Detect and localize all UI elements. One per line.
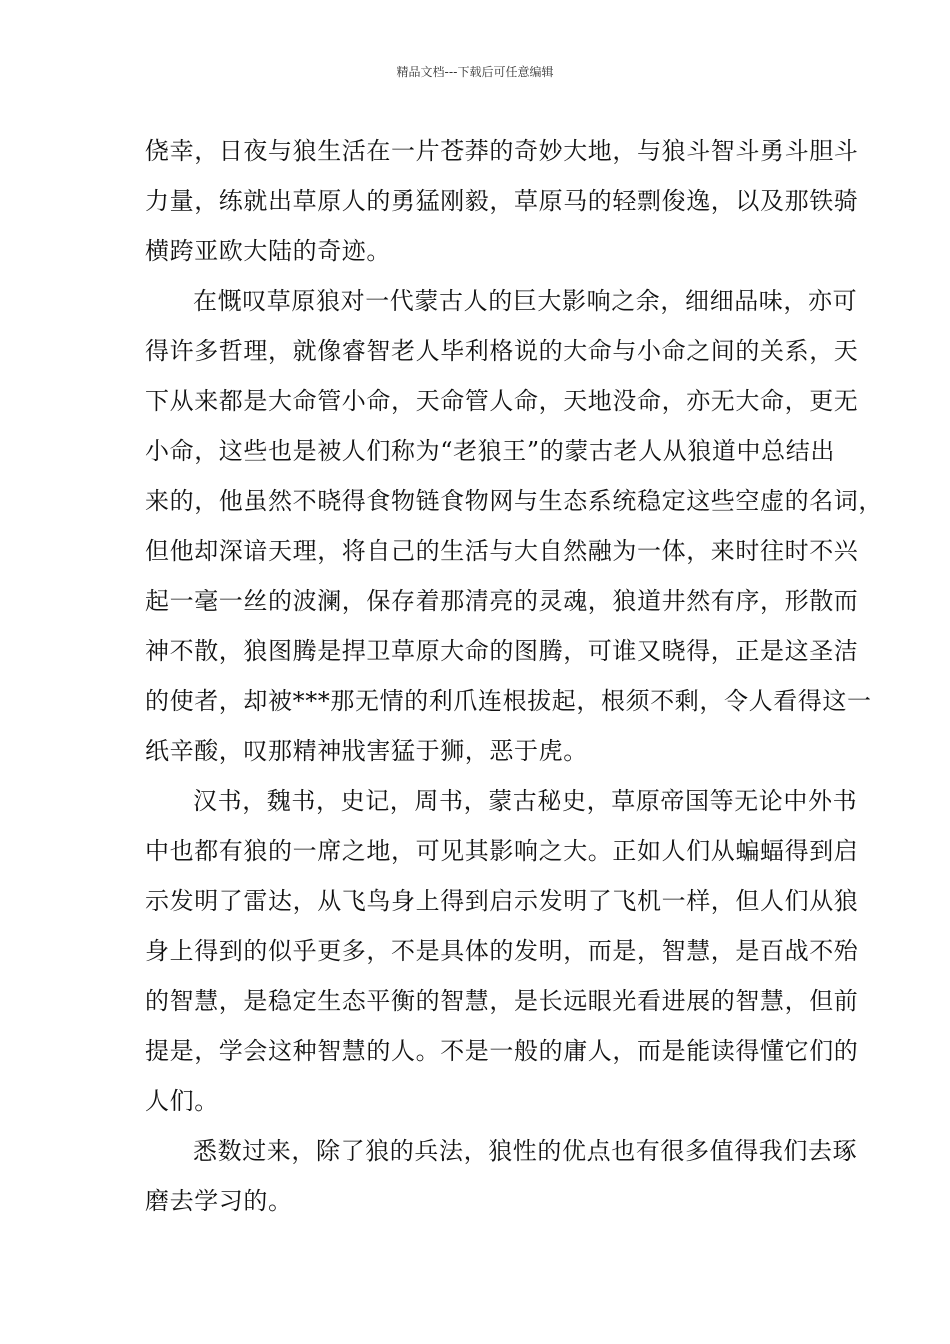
document-body <box>145 126 883 1226</box>
text-line: 横跨亚欧大陆的奇迹。 <box>145 237 391 265</box>
text-line: 侥幸，日夜与狼生活在一片苍莽的奇妙大地，与狼斗智斗勇斗胆斗 <box>145 137 859 165</box>
text-line: 中也都有狼的一席之地，可见其影响之大。正如人们从蝙蝠得到启 <box>145 837 859 865</box>
text-line: 来的，他虽然不晓得食物链食物网与生态系统稳定这些空虚的名词， <box>145 487 883 515</box>
text-line: 下从来都是大命管小命，天命管人命，天地没命，亦无大命，更无 <box>145 387 859 415</box>
text-line: 人们。 <box>145 1087 219 1115</box>
text-line: 示发明了雷达，从飞鸟身上得到启示发明了飞机一样，但人们从狼 <box>145 887 859 915</box>
text-line: 在慨叹草原狼对一代蒙古人的巨大影响之余，细细品味，亦可 <box>193 287 858 315</box>
text-line: 神不散，狼图腾是捍卫草原大命的图腾，可谁又晓得，正是这圣洁 <box>145 637 859 665</box>
text-line: 得许多哲理，就像睿智老人毕利格说的大命与小命之间的关系，天 <box>145 337 859 365</box>
text-line: 起一毫一丝的波澜，保存着那清亮的灵魂，狼道井然有序，形散而 <box>145 587 859 615</box>
text-line: 提是，学会这种智慧的人。不是一般的庸人，而是能读得懂它们的 <box>145 1037 859 1065</box>
text-line: 小命，这些也是被人们称为“老狼王”的蒙古老人从狼道中总结出 <box>145 437 835 465</box>
text-line: 纸辛酸，叹那精神戕害猛于狮，恶于虎。 <box>145 737 588 765</box>
text-line: 身上得到的似乎更多，不是具体的发明，而是，智慧，是百战不殆 <box>145 937 859 965</box>
text-line: 的智慧，是稳定生态平衡的智慧，是长远眼光看进展的智慧，但前 <box>145 987 859 1015</box>
text-line: 力量，练就出草原人的勇猛刚毅，草原马的轻剽俊逸，以及那铁骑 <box>145 187 859 215</box>
text-line: 磨去学习的。 <box>145 1187 293 1215</box>
text-line: 的使者，却被***那无情的利爪连根拔起，根须不剩，令人看得这一 <box>145 687 872 715</box>
page-header: 精品文档---下载后可任意编辑 <box>396 65 554 79</box>
text-line: 汉书，魏书，史记，周书，蒙古秘史，草原帝国等无论中外书 <box>193 787 858 815</box>
text-line: 悉数过来，除了狼的兵法，狼性的优点也有很多值得我们去琢 <box>193 1137 858 1165</box>
text-line: 但他却深谙天理，将自己的生活与大自然融为一体，来时往时不兴 <box>145 537 859 565</box>
